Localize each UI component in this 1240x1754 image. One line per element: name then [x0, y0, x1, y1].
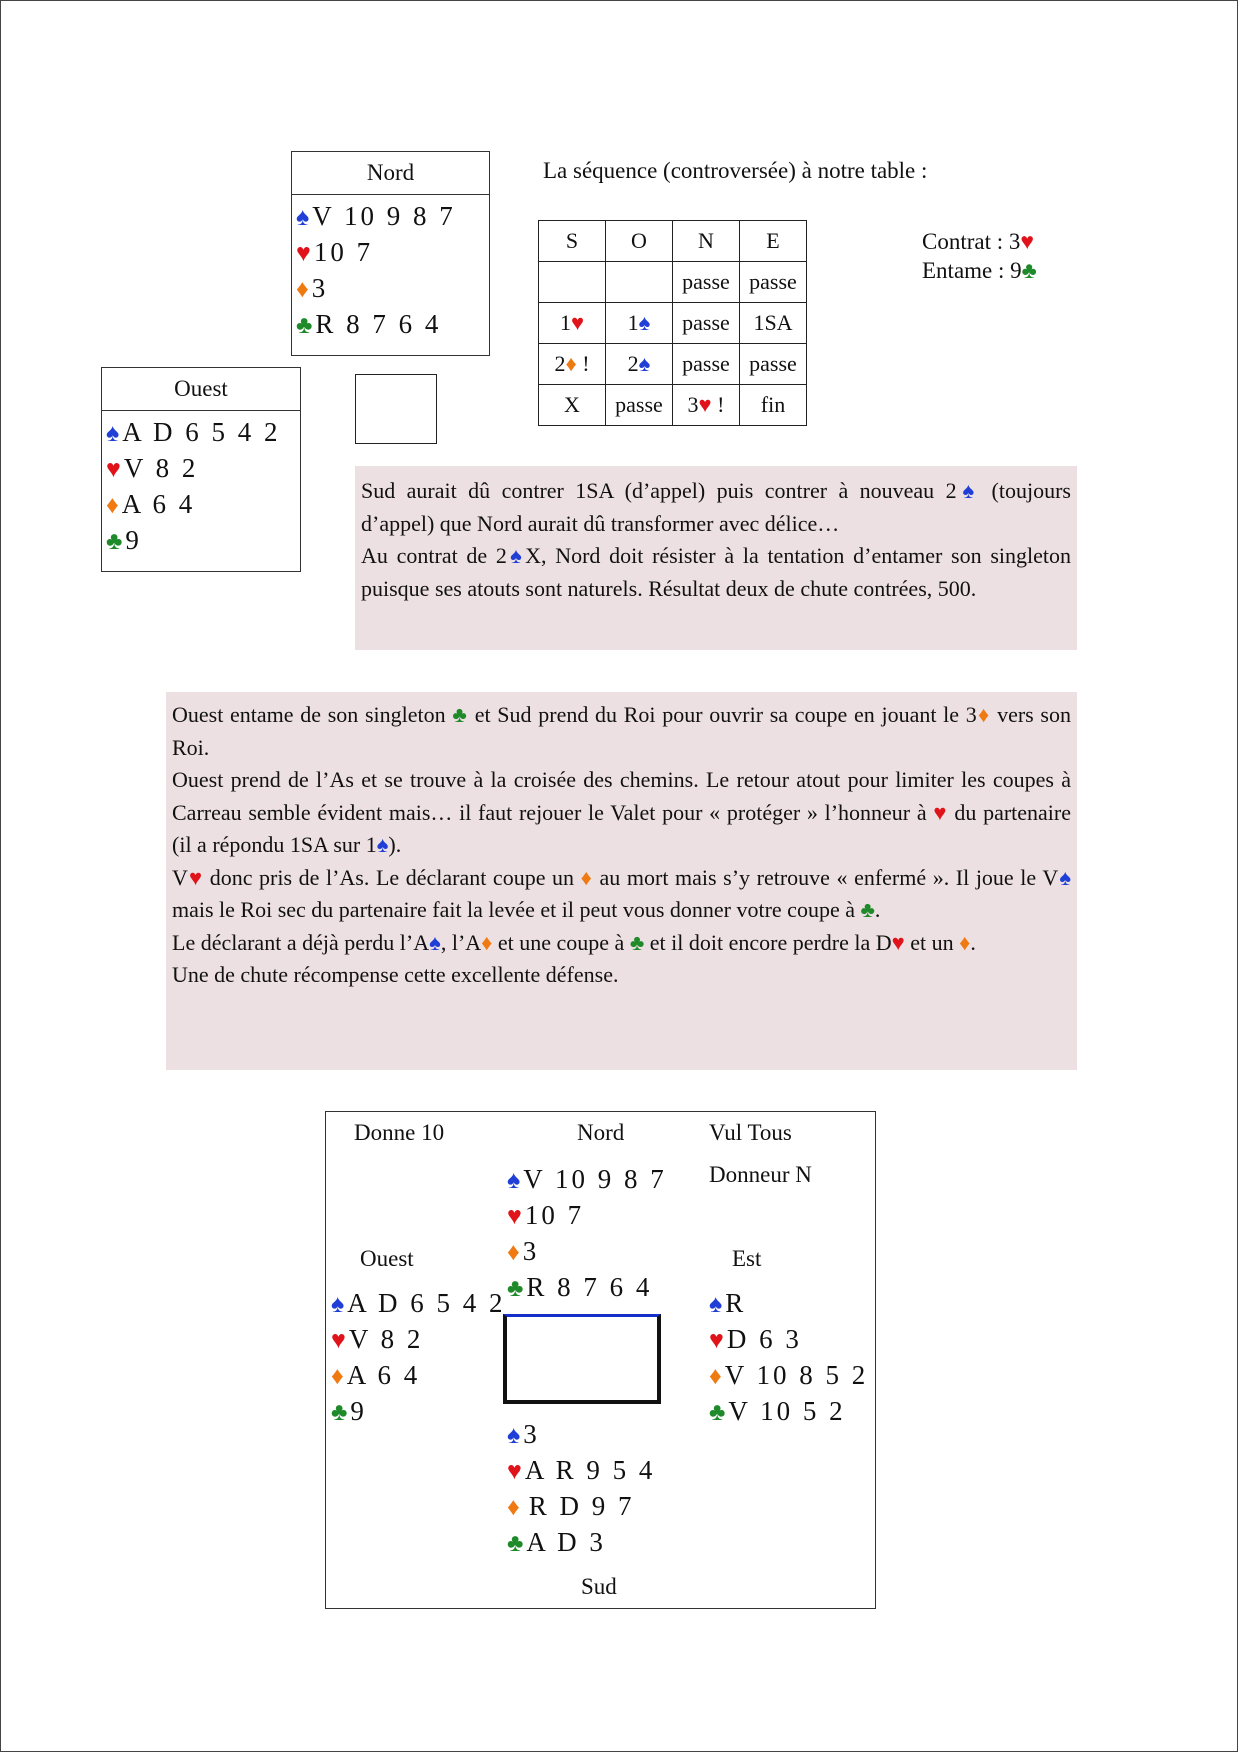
table-square [355, 374, 437, 444]
club-icon: ♣ [1021, 258, 1037, 283]
club-icon: ♣ [296, 312, 313, 339]
bid-text: passe [682, 269, 730, 294]
commentary-main-p3 [172, 862, 1071, 927]
deal-west-label: Ouest [360, 1246, 414, 1271]
heart-icon: ♥ [296, 240, 311, 267]
deal-west-hearts-line [331, 1322, 506, 1358]
diamond-icon: ♦ [976, 702, 991, 727]
deal-east-clubs-line [709, 1394, 868, 1430]
text-span: Sud aurait dû contrer 1SA (d’appel) puis contrer à nouveau 2 [361, 478, 957, 503]
text-span: au mort mais s’y retrouve « enfermé ». Il joue le V [592, 864, 1059, 890]
deal-north-clubs: R 8 7 6 4 [526, 1272, 653, 1302]
deal-north-clubs-line [507, 1270, 667, 1306]
club-icon: ♣ [860, 897, 875, 922]
text-span: du partenaire (il a répondu 1SA sur 1 [172, 799, 1071, 857]
heart-icon: ♥ [891, 929, 905, 955]
bidding-cell [539, 385, 606, 426]
heart-icon: ♥ [1020, 229, 1035, 254]
bidding-row [539, 262, 807, 303]
deal-east-label: Est [732, 1246, 762, 1271]
deal-south-label: Sud [581, 1574, 617, 1599]
spade-icon: ♠ [506, 543, 526, 568]
deal-west-clubs-line [331, 1394, 506, 1430]
bid-text: 1SA [753, 310, 793, 335]
deal-diagram [325, 1111, 876, 1609]
bid-text: passe [749, 351, 797, 376]
bidding-cell [740, 385, 807, 426]
west-spades: A D 6 5 4 2 [122, 417, 281, 447]
diamond-icon: ♦ [959, 929, 971, 955]
club-icon: ♣ [331, 1399, 348, 1426]
commentary-top [355, 466, 1077, 650]
bidding-row [539, 303, 807, 344]
diamond-icon: ♦ [507, 1494, 520, 1521]
diamond-icon: ♦ [580, 864, 593, 890]
bidding-header-cell: S [539, 221, 606, 262]
diamond-icon: ♦ [106, 492, 119, 519]
deal-east-hearts-line [709, 1322, 868, 1358]
text-span: V [172, 864, 188, 890]
text-span: (toujours d’appel) que Nord aurait dû transformer avec délice… [361, 478, 1071, 536]
diamond-icon: ♦ [565, 351, 577, 376]
text-span: mais le Roi sec du partenaire fait la levée et il peut vous donner votre coupe à [172, 897, 861, 922]
west-clubs: 9 [125, 525, 142, 555]
deal-north-diamonds-line [507, 1234, 667, 1270]
spade-icon: ♠ [296, 204, 310, 231]
deal-east-spades: R [725, 1288, 747, 1318]
spade-icon: ♠ [429, 929, 441, 955]
deal-vulnerability: Vul Tous [709, 1120, 792, 1145]
club-icon: ♣ [452, 702, 469, 727]
deal-east-hearts: D 6 3 [726, 1324, 802, 1354]
text-span: Au contrat de 2 [361, 543, 507, 568]
bid-alert: ! [711, 392, 725, 417]
deal-west-spades: A D 6 5 4 2 [347, 1288, 506, 1318]
deal-south-spades: 3 [523, 1419, 540, 1449]
contract-line [922, 227, 1037, 256]
spade-icon: ♠ [331, 1291, 345, 1318]
bidding-row [539, 385, 807, 426]
north-hand-box [291, 151, 490, 356]
commentary-main [166, 692, 1077, 1070]
bid-text: passe [615, 392, 663, 417]
text-span: et Sud prend du Roi pour ouvrir sa coupe en jouant le 3 [468, 702, 977, 727]
text-span: vers son Roi. [172, 702, 1071, 760]
bidding-cell [740, 262, 807, 303]
diamond-icon: ♦ [507, 1239, 520, 1266]
deal-south-diamonds: R D 9 7 [528, 1491, 635, 1521]
north-diamonds: 3 [311, 273, 329, 303]
text-span: et il doit encore perdre la D [644, 929, 892, 955]
lead-line [922, 256, 1037, 285]
club-icon: ♣ [507, 1530, 524, 1557]
spade-icon: ♠ [1058, 864, 1072, 890]
heart-icon: ♥ [709, 1327, 724, 1354]
text-span: Le déclarant a déjà perdu l’A [172, 929, 430, 955]
text-span: Ouest prend de l’As et se trouve à la croisée des chemins. Le retour atout pour limiter les coupes à Carreau semble évident mais… il faut rejouer le Valet pour « protéger » l’honneur à [172, 767, 1071, 825]
bidding-cell [606, 303, 673, 344]
north-hearts: 10 7 [313, 237, 374, 267]
west-spades-line [106, 415, 300, 451]
deal-west-clubs: 9 [350, 1396, 367, 1426]
deal-east-spades-line [709, 1286, 868, 1322]
deal-north-spades-line [507, 1162, 667, 1198]
diamond-icon: ♦ [296, 276, 309, 303]
deal-east-clubs: V 10 5 2 [728, 1396, 846, 1426]
heart-icon: ♥ [187, 864, 204, 890]
heart-icon: ♥ [507, 1458, 522, 1485]
deal-south-hand [507, 1417, 655, 1561]
bidding-cell [539, 344, 606, 385]
north-diamonds-line [296, 271, 489, 307]
contract-info [922, 227, 1037, 285]
deal-west-diamonds-line [331, 1358, 506, 1394]
bidding-cell [606, 385, 673, 426]
deal-south-hearts-line [507, 1453, 655, 1489]
north-spades-line [296, 199, 489, 235]
lead-label: Entame : 9 [922, 258, 1022, 283]
north-clubs-line [296, 307, 489, 343]
bidding-header-cell: E [740, 221, 807, 262]
commentary-main-p4 [172, 927, 1071, 960]
diamond-icon: ♦ [709, 1363, 722, 1390]
bidding-cell [740, 344, 807, 385]
heart-icon: ♥ [570, 310, 585, 335]
bidding-cell [740, 303, 807, 344]
bid-text: fin [760, 392, 786, 417]
bid-text: X [564, 392, 580, 417]
deal-north-diamonds: 3 [522, 1236, 540, 1266]
club-icon: ♣ [106, 528, 123, 555]
deal-table-rect [503, 1314, 661, 1404]
bid-text: 3 [687, 392, 699, 417]
west-hand-title: Ouest [102, 368, 300, 411]
deal-number: Donne 10 [354, 1120, 445, 1145]
spade-icon: ♠ [106, 420, 120, 447]
deal-north-hearts-line [507, 1198, 667, 1234]
contract-label: Contrat : 3 [922, 229, 1021, 254]
deal-south-diamonds-line [507, 1489, 655, 1525]
text-span: Ouest entame de son singleton [172, 702, 453, 727]
text-span: . [970, 929, 976, 955]
deal-west-spades-line [331, 1286, 506, 1322]
spade-icon: ♠ [709, 1291, 723, 1318]
deal-west-diamonds: A 6 4 [346, 1360, 421, 1390]
bidding-cell [539, 262, 606, 303]
bid-text: 2 [627, 351, 639, 376]
bidding-header-cell: N [673, 221, 740, 262]
spade-icon: ♠ [507, 1422, 521, 1449]
bid-text: passe [749, 269, 797, 294]
deal-east-hand [709, 1286, 868, 1430]
bidding-cell [539, 303, 606, 344]
heart-icon: ♥ [507, 1203, 522, 1230]
spade-icon: ♠ [638, 351, 651, 376]
deal-east-diamonds-line [709, 1358, 868, 1394]
spade-icon: ♠ [507, 1167, 521, 1194]
bidding-cell [606, 262, 673, 303]
deal-east-diamonds: V 10 8 5 2 [724, 1360, 869, 1390]
west-hand-box [101, 367, 301, 572]
commentary-main-p5: Une de chute récompense cette excellente défense. [172, 962, 619, 987]
deal-north-hearts: 10 7 [524, 1200, 585, 1230]
deal-north-spades: V 10 9 8 7 [523, 1164, 667, 1194]
spade-icon: ♠ [956, 478, 981, 503]
text-span: . [874, 897, 881, 922]
bidding-cell [673, 344, 740, 385]
north-hearts-line [296, 235, 489, 271]
north-hand-title: Nord [292, 152, 489, 195]
deal-north-hand [507, 1162, 667, 1306]
bid-text: 1 [627, 310, 639, 335]
deal-north-label: Nord [577, 1120, 625, 1145]
bidding-row [539, 344, 807, 385]
west-diamonds: A 6 4 [121, 489, 196, 519]
commentary-top-p2 [361, 540, 1071, 605]
bid-alert: ! [576, 351, 590, 376]
club-icon: ♣ [629, 929, 645, 955]
bidding-cell [673, 303, 740, 344]
bidding-cell [606, 344, 673, 385]
deal-west-hand [331, 1286, 506, 1430]
text-span: donc pris de l’As. Le déclarant coupe un [203, 864, 581, 890]
bidding-cell [673, 385, 740, 426]
west-hearts-line [106, 451, 300, 487]
sequence-heading: La séquence (controversée) à notre table : [543, 158, 928, 183]
deal-dealer: Donneur N [709, 1162, 812, 1187]
commentary-main-p2 [172, 764, 1071, 862]
diamond-icon: ♦ [331, 1363, 344, 1390]
heart-icon: ♥ [933, 799, 948, 825]
bidding-header-cell: O [606, 221, 673, 262]
bid-text: 1 [559, 310, 571, 335]
deal-west-hearts: V 8 2 [348, 1324, 424, 1354]
north-clubs: R 8 7 6 4 [315, 309, 442, 339]
spade-icon: ♠ [638, 310, 651, 335]
text-span: X, Nord doit résister à la tentation d’entamer son singleton puisque ses atouts sont naturels. Résultat deux de chute contrées, 500. [361, 543, 1072, 601]
north-spades: V 10 9 8 7 [312, 201, 456, 231]
text-span: et une coupe à [492, 929, 630, 955]
diamond-icon: ♦ [481, 929, 493, 955]
heart-icon: ♥ [698, 392, 712, 417]
deal-south-clubs-line [507, 1525, 655, 1561]
west-clubs-line [106, 523, 300, 559]
commentary-top-p1 [361, 475, 1071, 540]
bid-text: passe [682, 310, 730, 335]
bidding-header-row [539, 221, 807, 262]
text-span: , l’A [440, 929, 482, 955]
bid-text: passe [682, 351, 730, 376]
spade-icon: ♠ [376, 832, 389, 857]
club-icon: ♣ [507, 1275, 524, 1302]
commentary-main-p1 [172, 699, 1071, 764]
heart-icon: ♥ [331, 1327, 346, 1354]
west-diamonds-line [106, 487, 300, 523]
deal-south-hearts: A R 9 5 4 [524, 1455, 656, 1485]
deal-south-spades-line [507, 1417, 655, 1453]
west-hearts: V 8 2 [123, 453, 199, 483]
bidding-table [538, 220, 807, 426]
text-span: et un [904, 929, 960, 955]
club-icon: ♣ [709, 1399, 726, 1426]
bidding-cell [673, 262, 740, 303]
bid-text: 2 [554, 351, 566, 376]
heart-icon: ♥ [106, 456, 121, 483]
deal-south-clubs: A D 3 [526, 1527, 606, 1557]
text-span: ). [388, 832, 402, 857]
